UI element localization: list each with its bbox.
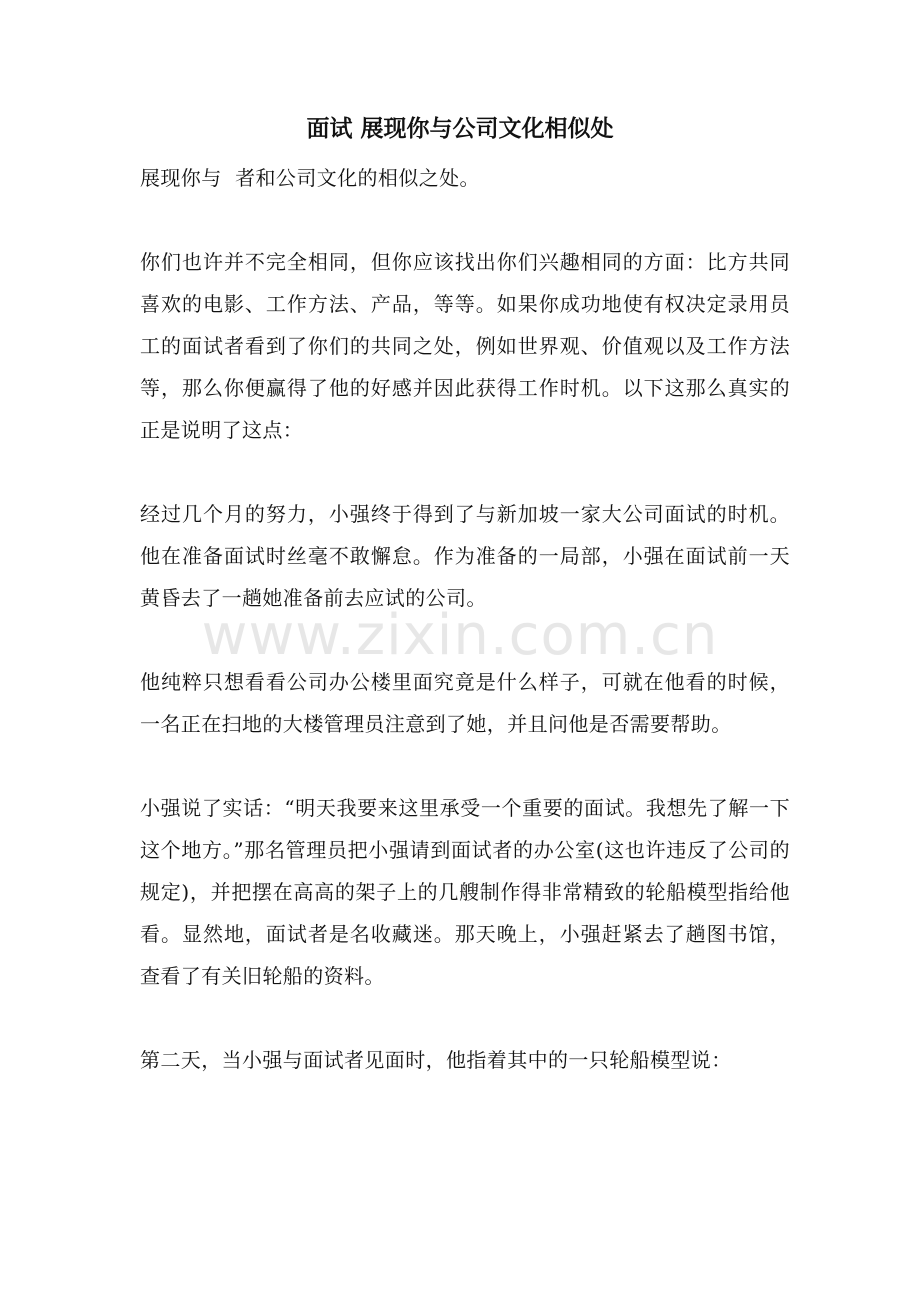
paragraph-4: 他纯粹只想看看公司办公楼里面究竟是什么样子，可就在他看的时候，一名正在扫地的大楼管理员注意到了她，并且问他是否需要帮助。 bbox=[140, 670, 790, 736]
paragraph-3: 经过几个月的努力，小强终于得到了与新加坡一家大公司面试的时机。他在准备面试时丝毫不敢懈怠。作为准备的一局部，小强在面试前一天黄昏去了一趟她准备前去应试的公司。 bbox=[140, 502, 790, 610]
paragraph-2: 你们也许并不完全相同，但你应该找出你们兴趣相同的方面：比方共同喜欢的电影、工作方法、产品，等等。如果你成功地使有权决定录用员工的面试者看到了你们的共同之处，例如世界观、价值观以及工作方法等，那么你便赢得了他的好感并因此获得工作时机。以下这那么真实的正是说明了这点： bbox=[140, 250, 790, 442]
watermark: www.zixin.com.cn bbox=[201, 603, 719, 668]
paragraph-6: 第二天，当小强与面试者见面时，他指着其中的一只轮船模型说： bbox=[140, 1048, 732, 1072]
document-title: 面试 展现你与公司文化相似处 bbox=[306, 116, 614, 142]
document-body bbox=[140, 157, 790, 1081]
paragraph-1: 展现你与 者和公司文化的相似之处。 bbox=[140, 166, 480, 190]
paragraph-5: 小强说了实话：“明天我要来这里承受一个重要的面试。我想先了解一下这个地方。”那名管理员把小强请到面试者的办公室(这也许违反了公司的规定)，并把摆在高高的架子上的几艘制作得非常精致的轮船模型指给他看。显然地，面试者是名收藏迷。那天晚上，小强赶紧去了趟图书馆，查看了有关旧轮船的资料。 bbox=[140, 796, 790, 988]
